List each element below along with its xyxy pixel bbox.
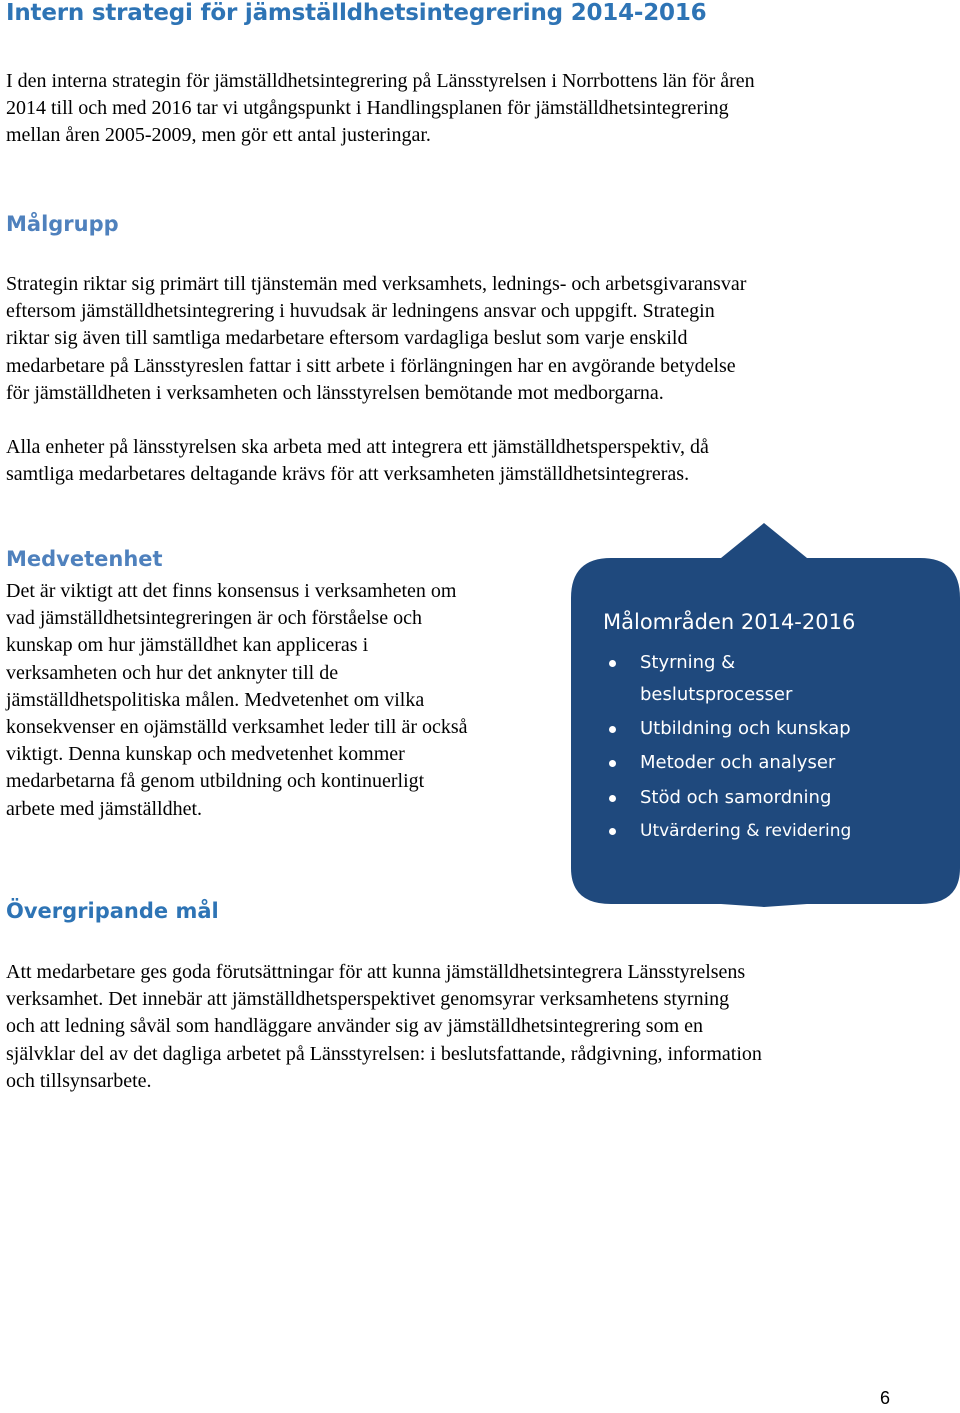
callout-list-item <box>640 747 950 779</box>
callout-item-label: Metoder och analyser <box>640 752 836 773</box>
callout-list-item <box>640 647 950 711</box>
intro-paragraph: I den interna strategin för jämställdhetsintegrering på Länsstyrelsen i Norrbottens län för åren 2014 till och med 2016 tar vi utgångspunkt i Handlingsplanen för jämställdhetsintegrering mellan åren 2005-2009, men gör ett antal justeringar. <box>6 70 755 147</box>
callout-list-item <box>640 782 950 814</box>
malomraden-callout-box <box>571 523 960 907</box>
malgrupp-paragraph-1: Strategin riktar sig primärt till tjänstemän med verksamhets, lednings- och arbetsgivaransvar eftersom jämställdhetsintegrering i huvudsak är ledningens ansvar och uppgift. Strategin riktar sig även till samtliga medarbetare eftersom vardagliga beslut som varje enskild medarbetare på Länsstyreslen fattar i sitt arbete i förlängningen har en avgörande betydelse för jämställdheten i verksamheten och länsstyrelsen bemötande mot medborgarna. <box>6 273 747 404</box>
callout-item-label: Stöd och samordning <box>640 787 832 808</box>
filled-circle-bullet-icon <box>609 726 616 733</box>
callout-item-label: Utvärdering & revidering <box>640 821 852 841</box>
malgrupp-paragraph-2: Alla enheter på länsstyrelsen ska arbeta med att integrera ett jämställdhetsperspektiv, då samtliga medarbetares deltagande krävs för att verksamheten jämställdhetsintegreras. <box>6 436 709 486</box>
medvetenhet-paragraph: Det är viktigt att det finns konsensus i verksamheten om vad jämställdhetsintegreringen är och förståelse och kunskap om hur jämställdhet kan appliceras i verksamheten och hur det anknyter till de jämställdhetspolitiska målen. Medvetenhet om vilka konsekvenser en ojämställd verksamhet leder till är också viktigt. Denna kunskap och medvetenhet kommer medarbetarna få genom utbildning och kontinuerligt arbete med jämställdhet. <box>6 580 468 820</box>
page-number: 6 <box>880 1388 891 1408</box>
callout-item-label: Styrning & beslutsprocesser <box>640 652 793 705</box>
heading-malgrupp: Målgrupp <box>6 212 119 236</box>
filled-circle-bullet-icon <box>609 795 616 802</box>
overgripande-mal-paragraph: Att medarbetare ges goda förutsättningar för att kunna jämställdhetsintegrera Länsstyrelsens verksamhet. Det innebär att jämställdhetsperspektivet genomsyrar verksamhetens styrning och att ledning såväl som handläggare använder sig av jämställdhetsintegrering som en självklar del av det dagliga arbetet på Länsstyrelsen: i beslutsfattande, rådgivning, information och tillsynsarbete. <box>6 961 762 1092</box>
callout-title: Målområden 2014-2016 <box>603 610 856 634</box>
page-title: Intern strategi för jämställdhetsintegrering 2014-2016 <box>6 0 707 26</box>
filled-circle-bullet-icon <box>609 660 616 667</box>
heading-overgripande-mal: Övergripande mål <box>6 899 219 923</box>
callout-list-item <box>640 815 950 847</box>
heading-medvetenhet: Medvetenhet <box>6 547 163 571</box>
callout-item-label: Utbildning och kunskap <box>640 718 851 739</box>
filled-circle-bullet-icon <box>609 760 616 767</box>
filled-circle-bullet-icon <box>609 828 616 835</box>
callout-list-item <box>640 713 950 745</box>
